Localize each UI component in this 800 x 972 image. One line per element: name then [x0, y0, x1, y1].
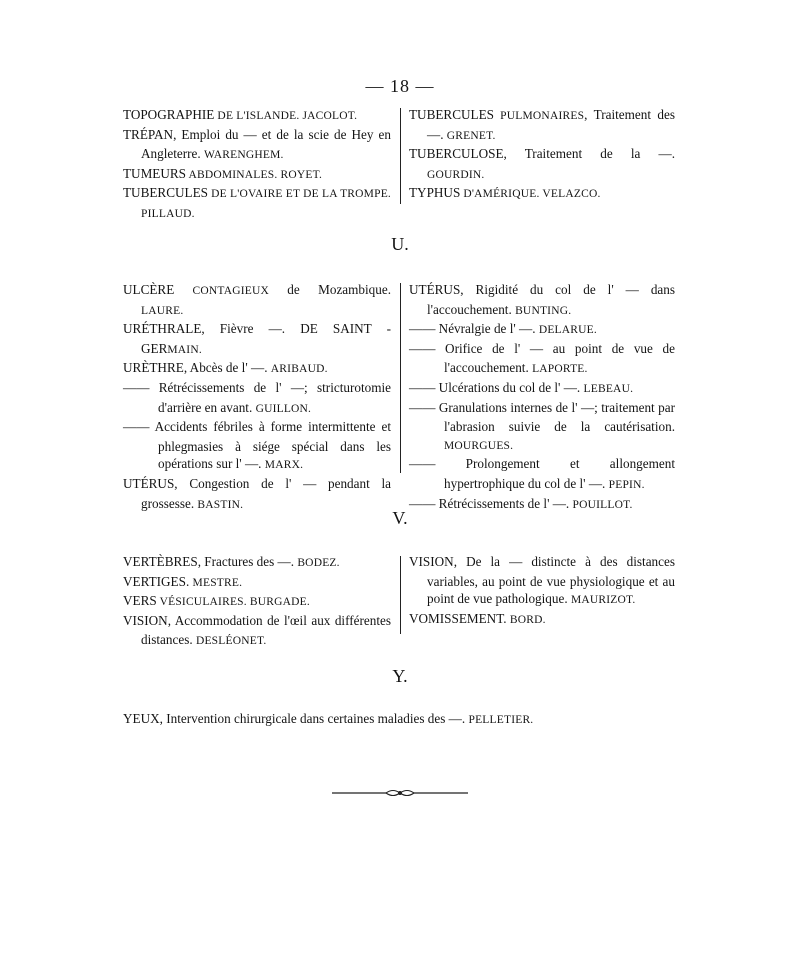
index-entry: [123, 165, 391, 185]
index-entry: [123, 379, 391, 418]
entry-author: LAPORTE.: [532, 363, 588, 376]
entry-rest: Ulcérations du col de l' —.: [435, 379, 584, 395]
entry-head: VISION: [123, 612, 168, 628]
entry-author: MESTRE.: [192, 576, 243, 589]
t-right-column: [409, 106, 675, 204]
index-entry: [123, 573, 391, 593]
entry-head: TRÉPAN: [123, 126, 174, 142]
index-entry: [409, 106, 675, 145]
entry-rest: , Rigidité du col de l' — dans l'accouchement.: [427, 282, 675, 317]
index-entry: [409, 320, 675, 340]
u-right-column: [409, 281, 675, 514]
column-rule: [400, 108, 401, 204]
index-entry: [123, 359, 391, 379]
entry-head: URÈTHRE: [123, 360, 184, 376]
entry-head: ——: [409, 495, 436, 511]
entry-author: LAURE.: [141, 304, 184, 317]
entry-head: URÉTHRALE: [123, 321, 202, 337]
entry-head: TUBERCULES: [123, 185, 208, 201]
ornament-divider: [330, 786, 470, 800]
entry-author: BURGADE.: [249, 596, 310, 609]
entry-author: GUILLON.: [255, 402, 312, 415]
index-entry: [409, 340, 675, 379]
entry-author: GRENET.: [446, 129, 496, 142]
index-entry: [409, 184, 675, 204]
index-entry: [123, 553, 391, 573]
index-entry: [123, 184, 391, 223]
index-entry: [409, 610, 675, 630]
y-entry-line: [123, 710, 683, 730]
entry-head: VERS: [123, 593, 157, 609]
entry-head: ——: [409, 399, 436, 415]
entry-author: MARX.: [264, 459, 304, 472]
entry-rest: , Accommodation de l'œil aux différentes distances.: [141, 612, 391, 648]
entry-rest: Rétrécissements de l' —.: [435, 495, 573, 511]
entry-rest: Accidents fébriles à forme intermittente et phlegmasies à siége spécial dans les opérations sur l' —.: [149, 419, 391, 472]
entry-author: VELAZCO.: [542, 188, 601, 201]
entry-rest: , Intervention chirurgicale dans certaines maladies des —.: [159, 711, 469, 726]
entry-small: PULMONAIRES: [494, 110, 585, 122]
index-entry: [409, 379, 675, 399]
section-letter-u: U.: [391, 234, 409, 254]
entry-author: LEBEAU.: [583, 382, 634, 395]
index-entry: [123, 612, 391, 651]
entry-author: DELARUE.: [538, 324, 597, 337]
entry-rest: , Fièvre —. DE SAINT - GER: [141, 321, 391, 356]
entry-author: MAURIZOT.: [570, 594, 636, 607]
entry-author: ROYET.: [280, 168, 323, 181]
index-entry: [409, 455, 675, 494]
entry-author: BUNTING.: [515, 304, 572, 317]
entry-rest: , Emploi du — et de la scie de Hey en Angleterre.: [141, 126, 391, 162]
entry-head: VERTIGES.: [123, 573, 190, 589]
entry-rest: , De la — distincte à des distances variables, au point de vue physiologique et au point de vue pathologique.: [427, 554, 675, 607]
entry-small: D'AMÉRIQUE.: [460, 188, 543, 201]
index-entry: [409, 145, 675, 184]
entry-rest: Prolongement et allongement hypertrophique du col de l' —.: [435, 456, 675, 491]
entry-rest: Névralgie de l' —.: [435, 321, 539, 337]
entry-rest: , Fractures des —.: [197, 554, 298, 569]
entry-small: ABDOMINALES.: [186, 168, 281, 181]
entry-head: ——: [409, 340, 436, 356]
entry-author: BORD.: [509, 613, 546, 626]
entry-head: UTÉRUS: [409, 282, 461, 297]
entry-rest: , Traitement des —.: [427, 107, 675, 142]
entry-author: PILLAUD.: [141, 207, 195, 220]
entry-author: PELLETIER.: [468, 714, 534, 726]
entry-author: POUILLOT.: [572, 498, 633, 511]
entry-author: MOURGUES.: [444, 439, 514, 452]
index-entry: [123, 106, 391, 126]
entry-author: BODEZ.: [297, 557, 340, 569]
v-left-column: [123, 553, 391, 651]
entry-head: VOMISSEMENT: [409, 610, 504, 626]
t-left-column: [123, 106, 391, 224]
entry-head: ——: [409, 321, 436, 337]
section-letter-v: V.: [392, 508, 408, 528]
index-entry: [123, 320, 391, 359]
entry-rest: , Congestion de l' — pendant la grossesse.: [141, 475, 391, 511]
entry-author: GOURDIN.: [427, 168, 485, 181]
index-entry: [409, 553, 675, 610]
entry-author: MAIN.: [167, 343, 202, 356]
index-entry: [409, 281, 675, 320]
entry-head: TOPOGRAPHIE: [123, 107, 215, 122]
entry-author: ARIBAUD.: [270, 363, 328, 376]
entry-head: TUBERCULES: [409, 107, 494, 122]
u-left-column: [123, 281, 391, 514]
entry-small: CONTAGIEUX: [174, 285, 288, 297]
entry-head: ——: [123, 419, 150, 435]
entry-small: DE L'OVAIRE ET DE LA TROMPE.: [208, 188, 391, 201]
entry-rest: Granulations internes de l' —; traitement par l'abrasion suivie de la cautérisation.: [435, 399, 675, 435]
entry-head: TYPHUS: [409, 185, 461, 201]
entry-rest: Orifice de l' — au point de vue de l'accouchement.: [435, 340, 675, 376]
entry-author: BASTIN.: [197, 498, 244, 511]
entry-author: PEPIN.: [608, 478, 645, 491]
index-entry: [123, 281, 391, 320]
index-entry: [123, 126, 391, 165]
index-entry: [123, 710, 683, 730]
v-right-column: [409, 553, 675, 629]
entry-author: JACOLOT.: [302, 110, 358, 122]
index-entry: [409, 399, 675, 456]
index-entry: [123, 418, 391, 475]
entry-head: YEUX: [123, 711, 160, 726]
entry-head: UTÉRUS: [123, 475, 175, 491]
entry-small: VÉSICULAIRES.: [156, 596, 250, 609]
entry-head: ——: [123, 379, 150, 395]
index-entry: [123, 592, 391, 612]
entry-head: VERTÈBRES: [123, 554, 198, 569]
entry-rest: de Mozambique.: [287, 282, 391, 297]
section-letter-y: Y.: [392, 666, 408, 686]
entry-small: DE L'ISLANDE.: [214, 110, 303, 122]
entry-head: VISION: [409, 554, 454, 569]
entry-head: ULCÈRE: [123, 282, 175, 297]
entry-rest: .: [503, 610, 510, 626]
entry-rest: , Abcès de l' —.: [183, 360, 271, 376]
entry-author: WARENGHEM.: [203, 149, 284, 162]
entry-head: TUBERCULOSE: [409, 146, 504, 162]
entry-head: ——: [409, 379, 436, 395]
page-number: — 18 —: [365, 76, 435, 96]
column-rule: [400, 556, 401, 634]
entry-rest: , Traitement de la —.: [503, 146, 675, 162]
entry-rest: Rétrécissements de l' —; stricturotomie d'arrière en avant.: [149, 379, 391, 415]
entry-author: DESLÉONET.: [195, 635, 267, 648]
entry-head: TUMEURS: [123, 165, 187, 181]
column-rule: [400, 283, 401, 473]
entry-head: ——: [409, 456, 436, 472]
